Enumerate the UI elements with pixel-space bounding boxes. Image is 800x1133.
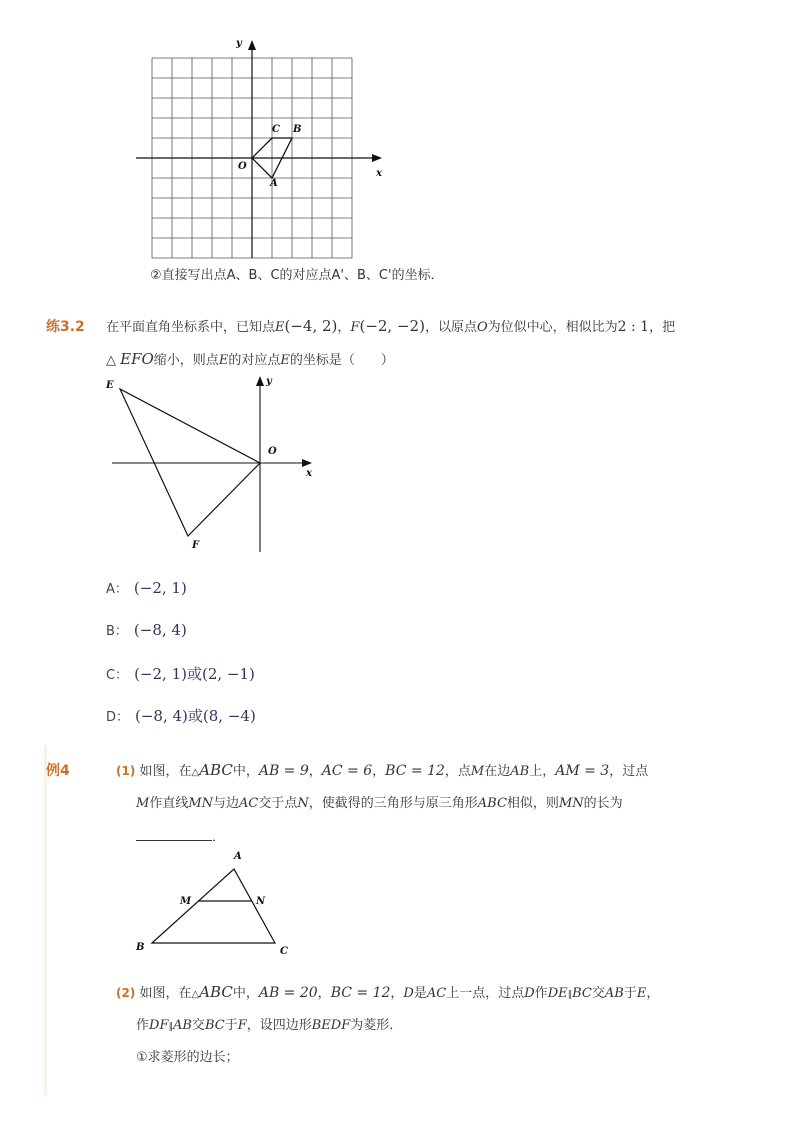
point-e: E — [218, 353, 229, 368]
text-seg: 的坐标是（ ） — [289, 353, 394, 368]
triangle-symbol: △ — [191, 989, 200, 1000]
text-seg: 为菱形． — [350, 1018, 403, 1033]
y-arrow-icon — [256, 376, 264, 386]
point-b-label: B — [293, 124, 302, 135]
eq-bc: BC = 12 — [330, 985, 391, 1001]
example-4-part2-line1 — [116, 982, 659, 1001]
segment-bc: BC — [204, 1018, 225, 1033]
text-seg: ， — [337, 320, 351, 335]
text-seg: 在边 — [484, 764, 511, 779]
option-value: (−8, 4) — [133, 621, 187, 639]
point-f-label: F — [192, 540, 200, 551]
eq-am: AM = 3 — [555, 763, 610, 779]
line-mn: MN — [558, 796, 584, 811]
text-seg: 中， — [232, 986, 259, 1001]
eq-ab: AB = 20 — [258, 985, 318, 1001]
example-4-part2-line2 — [136, 1014, 402, 1033]
text-seg: 作 — [534, 986, 548, 1001]
option-d[interactable] — [106, 705, 256, 726]
option-b[interactable] — [106, 620, 187, 639]
option-letter: A： — [106, 582, 128, 597]
parallel-symbol: ∥ — [168, 1022, 173, 1032]
text-seg: ， — [646, 986, 660, 1001]
text-seg: 交于点 — [258, 796, 298, 811]
text-seg: 作 — [136, 1018, 150, 1033]
coord-f: (−2, −2) — [359, 317, 425, 335]
y-arrow-icon — [248, 40, 256, 50]
x-axis-label: x — [306, 468, 312, 479]
segment-ac: AC — [426, 986, 447, 1001]
parallel-symbol: ∥ — [567, 990, 573, 1000]
option-value: (−8, 4)或(8, −4) — [135, 707, 256, 725]
point-f: F — [237, 1018, 247, 1033]
point-e-prime: E — [280, 353, 290, 368]
part-number: (1) — [116, 764, 136, 778]
example-side-bar — [44, 745, 47, 1095]
point-d: D — [524, 986, 535, 1001]
text-seg: ，以原点 — [424, 320, 477, 335]
text-seg: ，过点 — [609, 764, 649, 779]
point-c-label: C — [272, 124, 280, 135]
point-e: E — [275, 320, 285, 335]
y-axis-label: y — [236, 38, 242, 49]
text-seg: 上， — [529, 764, 556, 779]
text-seg: ，点 — [444, 764, 471, 779]
point-e-label: E — [106, 380, 114, 391]
point-d: D — [403, 986, 414, 1001]
point-a-label: A — [234, 851, 242, 862]
option-letter: C： — [106, 668, 129, 683]
text-seg: ， — [308, 764, 322, 779]
exercise-3-2-line2 — [106, 349, 394, 368]
triangle-name: ABC — [477, 796, 507, 811]
text-seg: ， — [317, 986, 331, 1001]
option-c[interactable] — [106, 663, 255, 684]
text-seg: ． — [212, 830, 226, 845]
point-b-label: B — [136, 942, 145, 953]
y-axis-label: y — [266, 376, 272, 387]
exercise-3-2-line1 — [106, 316, 675, 335]
grid-figure — [130, 32, 390, 272]
example-4-part1-line2 — [136, 792, 623, 811]
eq-ac: AC = 6 — [321, 763, 373, 779]
origin-label: O — [238, 161, 247, 172]
text-seg: 的长为 — [583, 796, 623, 811]
triangle-name: ABC — [199, 761, 233, 779]
eq-ab: AB = 9 — [258, 763, 309, 779]
triangle-symbol: △ — [191, 767, 200, 778]
question-2-text: ②直接写出点A、B、C的对应点A'、B、C'的坐标． — [150, 268, 444, 283]
point-n-label: N — [256, 896, 266, 907]
point-f: F — [350, 320, 360, 335]
quadrilateral-bedf: BEDF — [311, 1018, 351, 1033]
option-letter: D： — [106, 710, 130, 725]
text-seg: ，设四边形 — [246, 1018, 312, 1033]
point-c-label: C — [280, 946, 288, 957]
text-seg: 如图，在 — [139, 764, 192, 779]
sub-question-1: ①求菱形的边长； — [136, 1050, 239, 1065]
text-seg: 在平面直角坐标系中，已知点 — [106, 320, 276, 335]
option-value: (−2, 1)或(2, −1) — [134, 665, 255, 683]
segment-df: DF — [149, 1018, 169, 1033]
segment-bc: BC — [572, 986, 592, 1001]
point-e: E — [636, 986, 647, 1001]
segment-ab: AB — [172, 1018, 192, 1033]
triangle-symbol: △ — [106, 353, 116, 368]
option-a[interactable] — [106, 578, 187, 597]
x-arrow-icon — [372, 154, 382, 162]
text-seg: ，把 — [649, 320, 676, 335]
text-seg: 相似，则 — [506, 796, 559, 811]
text-seg: 如图，在 — [139, 986, 192, 1001]
point-m-label: M — [180, 896, 192, 907]
segment-ab: AB — [510, 764, 530, 779]
text-seg: ， — [372, 764, 386, 779]
triangle-name: ABC — [199, 983, 233, 1001]
segment-de: DE — [547, 986, 568, 1001]
point-m: M — [470, 764, 485, 779]
example-4-label: 例4 — [46, 763, 70, 779]
text-seg: ， — [390, 986, 404, 1001]
text-seg: 上一点，过点 — [446, 986, 525, 1001]
triangle-name: EFO — [120, 350, 154, 368]
text-seg: ，使截得的三角形与原三角形 — [308, 796, 478, 811]
x-arrow-icon — [302, 459, 312, 467]
point-a-label: A — [270, 178, 278, 189]
option-value: (−2, 1) — [133, 579, 187, 597]
point-m: M — [136, 796, 150, 811]
part-number: (2) — [116, 986, 136, 1000]
text-seg: 是 — [413, 986, 427, 1001]
coord-e: (−4, 2) — [284, 317, 338, 335]
example-4-part1-line1 — [116, 760, 648, 779]
eq-bc: BC = 12 — [385, 763, 445, 779]
text-seg: 作直线 — [149, 796, 189, 811]
point-o: O — [476, 320, 488, 335]
point-n: N — [297, 796, 309, 811]
segment-ab: AB — [604, 986, 624, 1001]
text-seg: 交 — [591, 986, 605, 1001]
text-seg: 于 — [623, 986, 637, 1001]
origin-label: O — [268, 446, 277, 457]
text-seg: 为位似中心，相似比为 — [487, 320, 618, 335]
text-seg: 缩小，则点 — [153, 353, 219, 368]
triangle-efo-figure — [96, 372, 326, 557]
text-seg: 中， — [232, 764, 259, 779]
x-axis-label: x — [376, 168, 382, 179]
exercise-3-2-label: 练3.2 — [46, 319, 85, 335]
triangle-abc-figure — [130, 842, 300, 962]
text-seg: 于 — [224, 1018, 238, 1033]
text-seg: 交 — [191, 1018, 205, 1033]
text-seg: 的对应点 — [228, 353, 281, 368]
ratio: 2 : 1 — [617, 319, 650, 335]
text-seg: 与边 — [213, 796, 240, 811]
answer-blank[interactable] — [136, 828, 212, 841]
line-mn: MN — [188, 796, 214, 811]
segment-ac: AC — [239, 796, 259, 811]
option-letter: B： — [106, 624, 128, 639]
